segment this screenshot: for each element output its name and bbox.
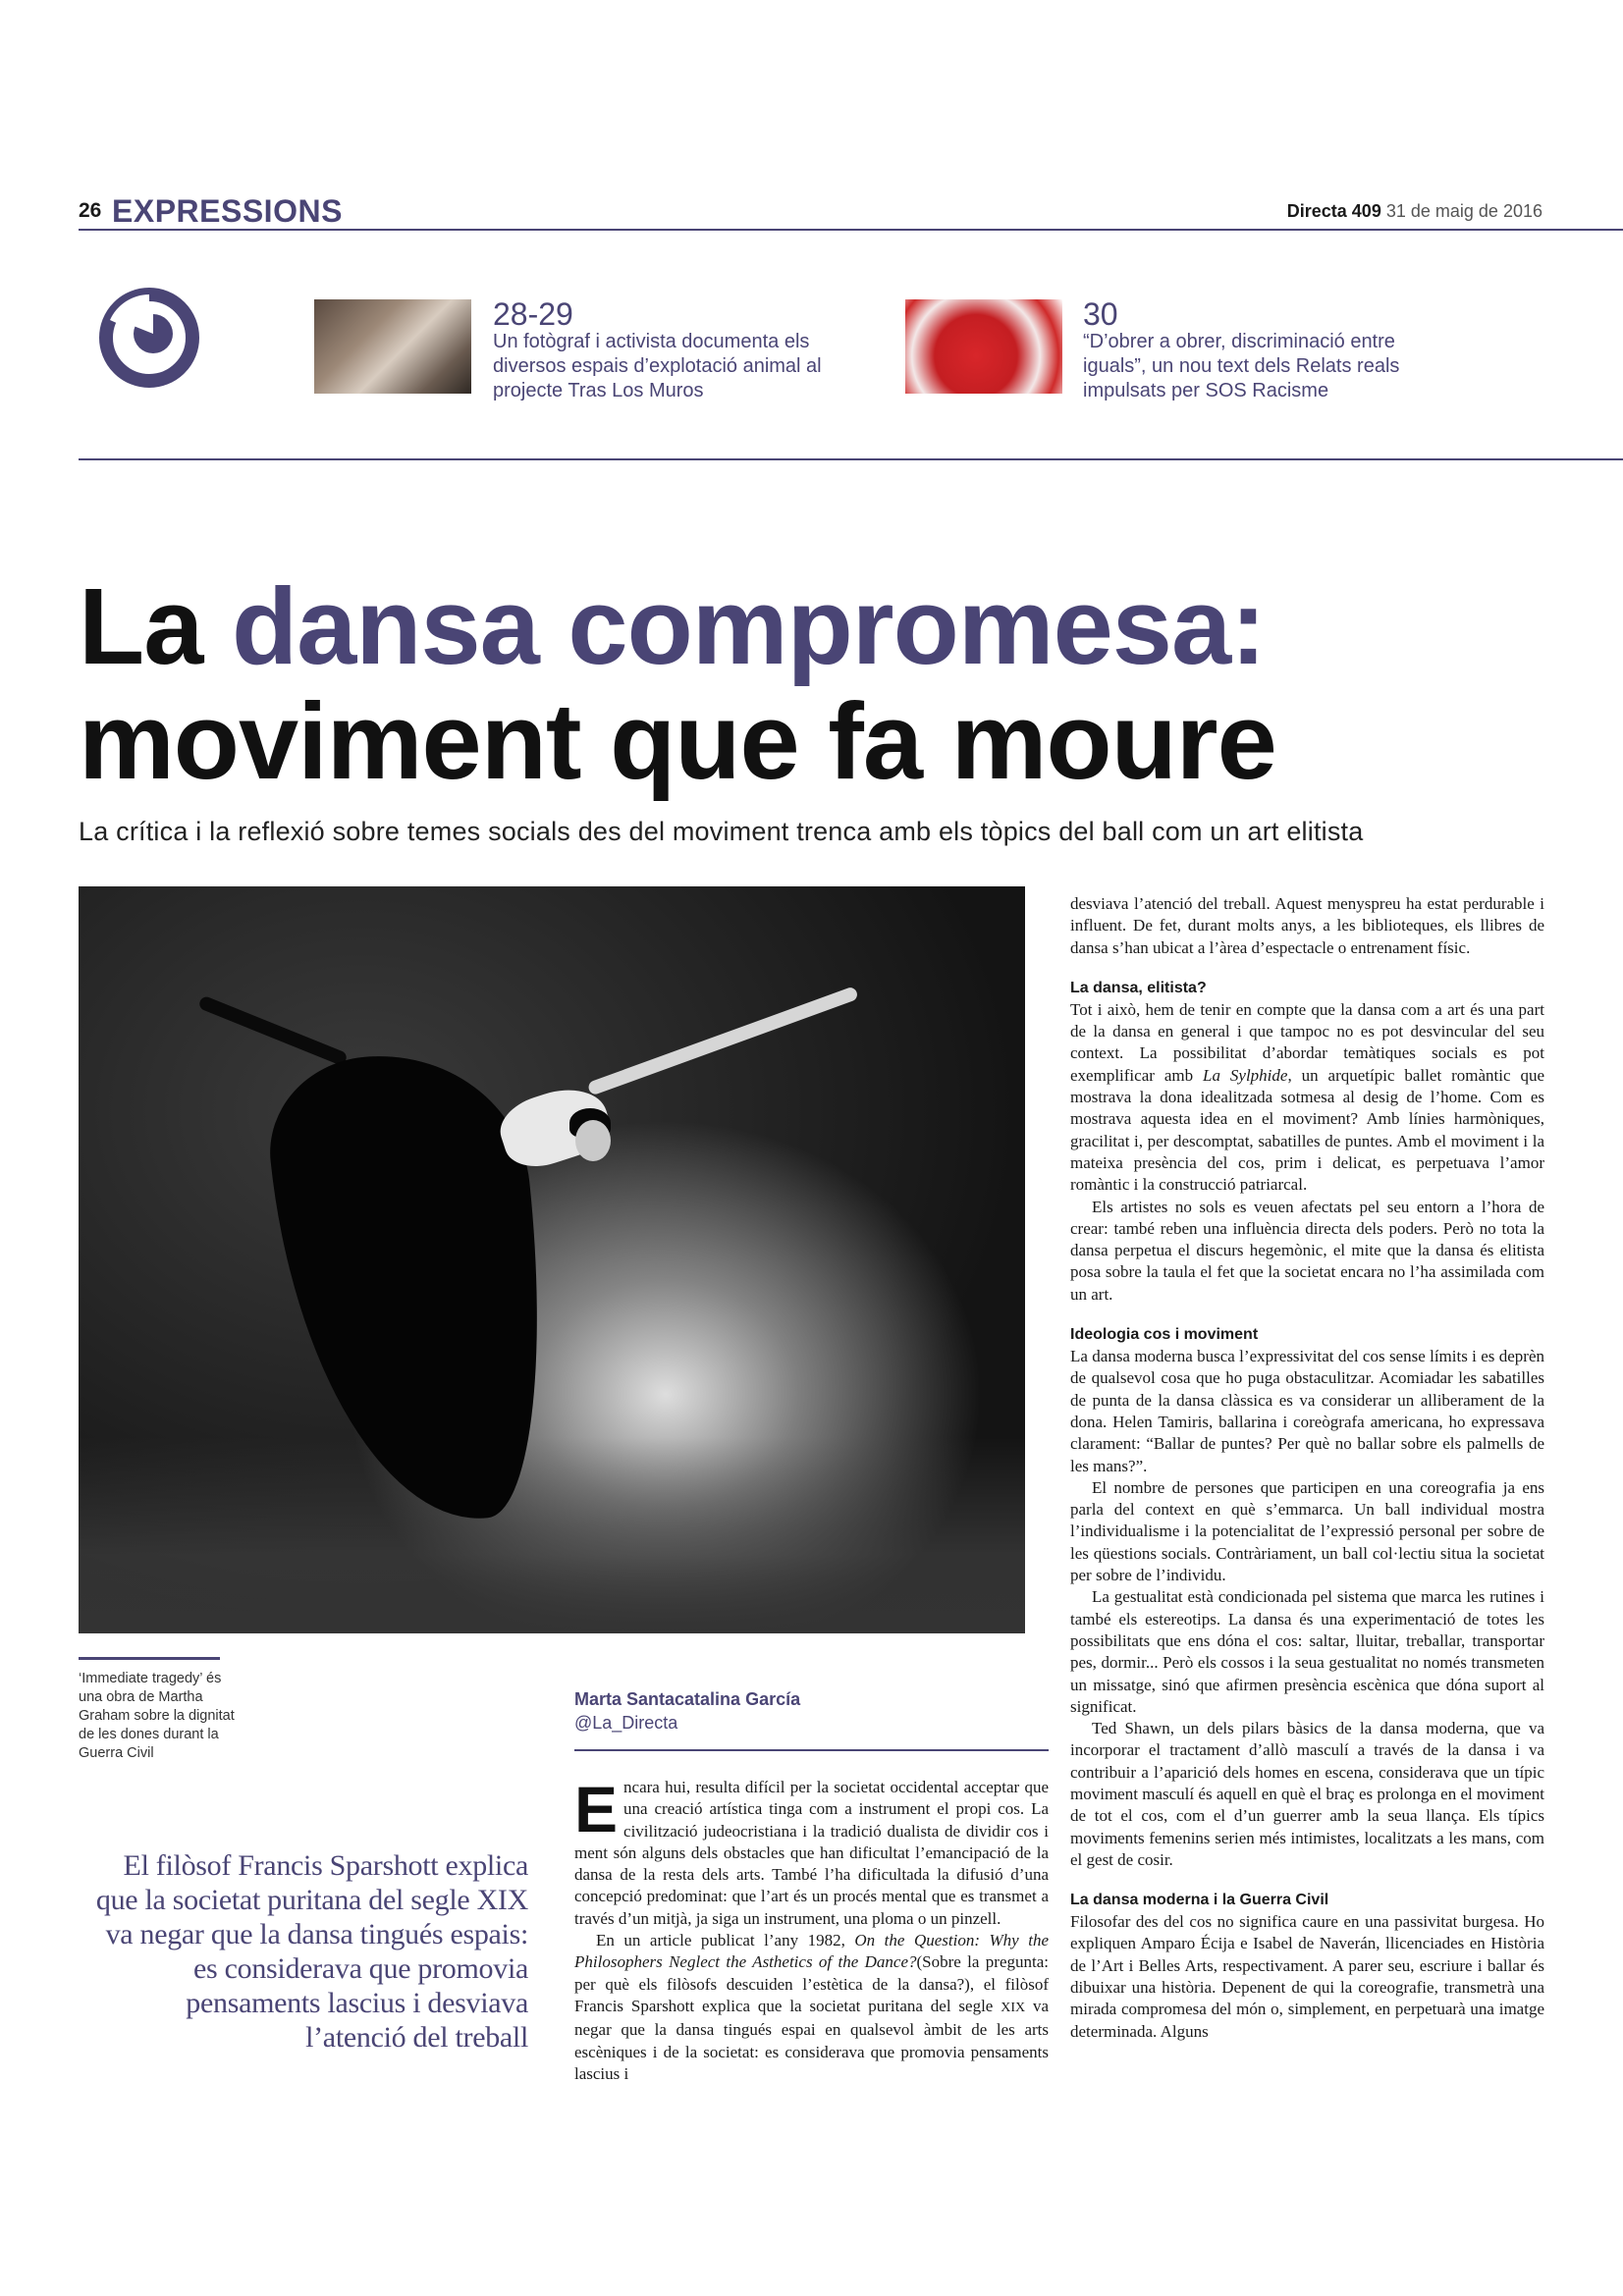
headline-part1: La [79,566,232,687]
teaser-text[interactable]: Un fotògraf i activista documenta els diversos espais d’explotació animal al projecte Tras Los Muros [493,331,822,401]
photo-arm [587,986,859,1095]
headline-accent: dansa compromesa: [231,566,1266,687]
article-title-reference: On the Question: Why the Philosophers Neglect the Asthetics of the Dance? [574,1931,1049,1972]
pull-quote: El filòsof Francis Sparshott explica que la societat puritana del segle XIX va negar que la dansa tingués espais: es considerava que promovia pensaments lascius i desviava l’atenció del treball [95,1849,528,2054]
body-column-left [574,1773,1050,2085]
century-numeral: XIX [1001,2000,1026,2015]
work-title-reference: La Sylphide [1203,1065,1288,1085]
body-paragraph [1070,999,1544,1197]
publication-name: Directa 409 [1286,201,1381,221]
body-paragraph [574,1930,1049,2085]
article-headline [79,566,1551,802]
issue-date: 31 de maig de 2016 [1385,201,1542,221]
author-handle[interactable]: @La_Directa [574,1713,678,1733]
teaser-pages[interactable]: 28-29 [493,296,573,332]
author-name: Marta Santacatalina García [574,1689,801,1709]
drop-cap: E [574,1773,619,1845]
headline-line2: moviment que fa moure [79,681,1276,802]
body-text: Tot i això, hem de tenir en compte que la dansa com a art és una part de la dansa en general i que tampoc no es pot desvincular del seu context. La possibilitat d’abordar temàtiques socials es pot exemplificar amb [1070,999,1544,1085]
body-text: ncara hui, resulta difícil per la societat occidental acceptar que una creació artística tinga com a instrument el propi cos. La civilització judeocristiana i la tradició dualista de dividir cos i ment són alguns dels obstacles que han dificultat l’emancipació de la dansa de la resta dels arts. També l’ha dificultada la difusió d’una concepció predominat: que l’art és un procés mental que es transmet a través d’un mitjà, ja siga un instrument, una ploma o un pinzell. [574,1778,1049,1928]
body-paragraph: Els artistes no sols es veuen afectats pel seu entorn a l’hora de crear: també reben una influència directa dels poders. Però no tota la dansa perpetua el discurs hegemònic, el mite que la dansa és elitista posa sobre la taula el fet que la societat encara no l’ha assimilada com un art. [1070,1197,1544,1304]
photo-floor [79,1437,1025,1633]
teaser-rule [79,458,1623,460]
teaser-pages[interactable]: 30 [1083,296,1118,332]
photo-leg [197,995,349,1067]
author-rule [574,1749,1049,1751]
body-paragraph: desviava l’atenció del treball. Aquest menyspreu ha estat perdurable i influent. De fet, durant molts anys, a les biblioteques, els llibres de dansa s’han ubicat a l’àrea d’espectacle o entrenament físic. [1070,894,1544,957]
body-paragraph: La gestualitat està condicionada pel sistema que marca les rutines i també els estereotips. La dansa és una experimentació de totes les possibilitats que ens dóna el cos: saltar, lluitar, treballar, transportar pes, dormir... Però els cossos i la seua gestualitat no només transmeten un missatge, sinó que afirmen presència escènica que dóna suport al significat. [1070,1587,1544,1716]
body-text: va negar que la dansa tingués espai en qualsevol àmbit de les arts escèniques i de la societat: es considerava que promovia pensaments lascius i [574,1996,1049,2083]
body-text: (Sobre la pregunta: per què els filòsofs descuiden l’estètica de la dansa?), el filòsof Francis Sparshott explica que la societat puritana del segle [574,1952,1050,2015]
body-paragraph [574,1773,1049,1930]
body-paragraph: El nombre de persones que participen en una coreografia ja ens parla del context en què s’emmarca. Un ball individual mostra l’individualisme i la potencialitat de l’expressió personal per sobre de les qüestions socials. Contràriament, un ball col·lectiu situa la societat per sobre de l’individu. [1070,1477,1544,1585]
caption-rule [79,1657,220,1660]
teaser-image-animal-photo[interactable] [314,299,471,394]
body-paragraph: Filosofar des del cos no significa caure en una passivitat burgesa. Ho expliquen Amparo Écija e Isabel de Naverán, llicenciades en Història de l’Art i Belles Arts, respectivament. A parer seu, escriure i ballar és dibuixar una història. Depenent de qui la coreografie, transmetrà una mirada compromesa del món o, simplement, en perpetuarà una imatge determinada. Alguns [1070,1912,1544,2041]
subheading: La dansa, elitista? [1070,979,1207,996]
section-title: EXPRESSIONS [112,193,343,229]
body-column-right [1070,893,1544,2043]
body-paragraph: La dansa moderna busca l’expressivitat del cos sense límits i es deprèn de qualsevol cosa que ho puga obstaculitzar. Acomiadar les sabatilles de punta de la dansa clàssica es va considerar un alliberament de la dona. Helen Tamiris, ballarina i coreògrafa americana, ho expressava clarament: “Ballar de puntes? Per què no ballar sobre els palmells de les mans?”. [1070,1347,1544,1475]
body-text: En un article publicat l’any 1982, [596,1931,855,1950]
body-text: , un arquetípic ballet romàntic que mostrava la dona idealitzada sotmesa al desig de l’home. Com es mostrava aquesta idea en el moviment? Amb línies harmòniques, gracilitat i, per descomptat, sabatilles de puntes. Amb el moviment i la mateixa presència del cos, prim i delicat, es perpetuava l’amor romàntic i la construcció patriarcal. [1070,1065,1544,1195]
dancer-photo [79,886,1025,1633]
subheading: Ideologia cos i moviment [1070,1326,1259,1344]
body-paragraph: Ted Shawn, un dels pilars bàsics de la dansa moderna, que va incorporar el tractament d’allò masculí a través de la dansa i va contribuir a l’aparició dels homes en escena, considerava que un típic moviment masculí és aquell en què el braç es prolonga en el moviment de tot el cos, com el d’un guerrer amb la seua llança. Els típics moviments femenins serien més intimistes, localitzats a les mans, com el gest de cosir. [1070,1719,1544,1869]
photo-head [575,1120,611,1161]
header-rule [79,229,1623,231]
subheading: La dansa moderna i la Guerra Civil [1070,1892,1329,1909]
directa-logo-icon [94,283,204,393]
photo-caption: ‘Immediate tragedy’ és una obra de Martha Graham sobre la dignitat de les dones durant la Guerra Civil [79,1671,235,1761]
page-number: 26 [79,199,102,222]
article-standfirst: La crítica i la reflexió sobre temes socials des del moviment trenca amb els tòpics del ball com un art elitista [79,817,1364,846]
issue-info [1287,201,1542,222]
teaser-image-red-illustration[interactable] [905,299,1062,394]
teaser-text[interactable]: “D’obrer a obrer, discriminació entre iguals”, un nou text dels Relats reals impulsats per SOS Racisme [1083,331,1400,401]
